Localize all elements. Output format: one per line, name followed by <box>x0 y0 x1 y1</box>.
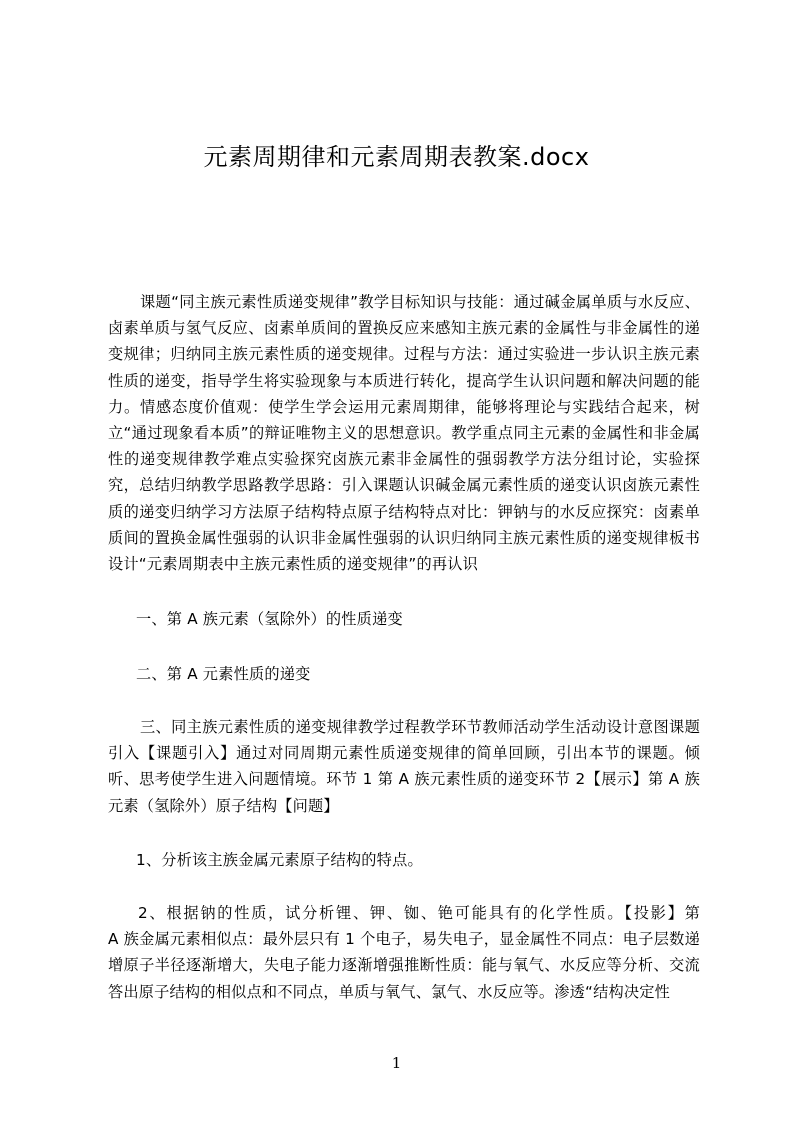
paragraph-lesson-overview: 课题“同主族元素性质递变规律”教学目标知识与技能：通过碱金属单质与水反应、卤素单质与氢气反应、卤素单质间的置换反应来感知主族元素的金属性与非金属性的递变规律；归纳同主族元素性质的递变规律。过程与方法：通过实验进一步认识主族元素性质的递变，指导学生将实验现象与本质进行转化，提高学生认识问题和解决问题的能力。情感态度价值观：使学生学会运用元素周期律，能够将理论与实践结合起来，树立“通过现象看本质”的辩证唯物主义的思想意识。教学重点同主元素的金属性和非金属性的递变规律教学难点实验探究卤族元素非金属性的强弱教学方法分组讨论，实验探究，总结归纳教学思路教学思路：引入课题认识碱金属元素性质的递变认识卤族元素性质的递变归纳学习方法原子结构特点原子结构特点对比：钾钠与的水反应探究：卤素单质间的置换金属性强弱的认识非金属性强弱的认识归纳同主族元素性质的递变规律板书设计“元素周期表中主族元素性质的递变规律”的再认识 <box>108 293 700 574</box>
document-title: 元素周期律和元素周期表教案.docx <box>203 143 590 171</box>
paragraph-section-three: 三、同主族元素性质的递变规律教学过程教学环节教师活动学生活动设计意图课题引入【课题引入】通过对同周期元素性质递变规律的简单回顾，引出本节的课题。倾听、思考使学生进入问题情境。环节 1 第 A 族元素性质的递变环节 2【展示】第 A 族元素（氢除外）原子结构【问题】 <box>108 718 700 815</box>
paragraph-section-two: 二、第 A 元素性质的递变 <box>136 665 311 683</box>
page-number: 1 <box>391 1054 402 1072</box>
paragraph-question-one: 1、分析该主族金属元素原子结构的特点。 <box>136 851 423 869</box>
paragraph-section-one: 一、第 A 族元素（氢除外）的性质递变 <box>136 610 403 628</box>
paragraph-question-two: 2、根据钠的性质，试分析锂、钾、铷、铯可能具有的化学性质。【投影】第 A 族金属元素相似点：最外层只有 1 个电子，易失电子，显金属性不同点：电子层数递增原子半径逐渐增大，失电子能力逐渐增强推断性质：能与氧气、水反应等分析、交流答出原子结构的相似点和不同点，单质与氧气、氯气、水反应等。渗透“结构决定性 <box>108 904 747 1001</box>
